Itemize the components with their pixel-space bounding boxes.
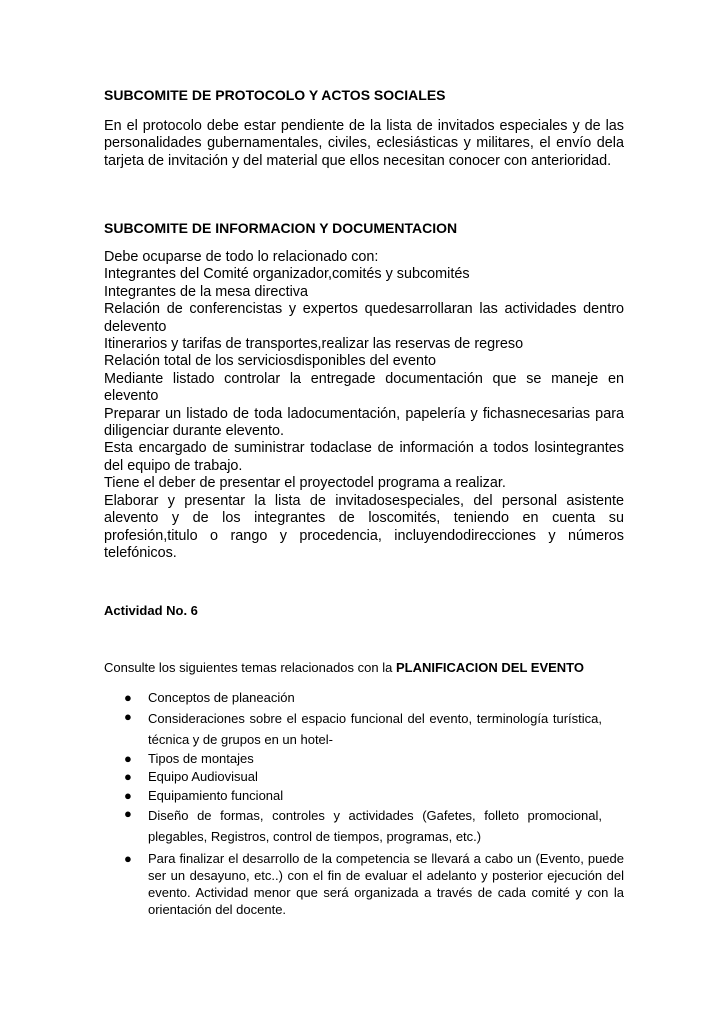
list-item: ● Consideraciones sobre el espacio funcional del evento, terminología turística, técnica y de grupos en un hotel- (124, 708, 602, 747)
section-protocolo (104, 86, 624, 104)
list-item: ● Equipamiento funcional (104, 787, 602, 806)
bullet-icon: ● (124, 708, 132, 724)
info-line: Relación total de los serviciosdisponibles del evento (104, 353, 436, 370)
section-informacion (104, 219, 624, 237)
section-protocolo-body (104, 118, 624, 170)
info-line: Mediante listado controlar la entregade documentación que se maneje en elevento (104, 370, 624, 405)
info-line: Preparar un listado de toda ladocumentación, papelería y fichasnecesarias para diligenciar durante elevento. (104, 405, 624, 440)
info-line: Debe ocuparse de todo lo relacionado con: (104, 249, 379, 265)
activity-section (104, 602, 624, 620)
section-informacion-body (104, 249, 624, 562)
section-heading-informacion: SUBCOMITE DE INFORMACION Y DOCUMENTACION (104, 220, 458, 236)
bullet-icon: ● (124, 851, 132, 866)
bullet-icon: ● (124, 750, 132, 766)
activity-heading: Actividad No. 6 (104, 603, 198, 618)
list-item: ● Diseño de formas, controles y actividades (Gafetes, folleto promocional, plegables, Registros, control de tiempos, programas, etc.) (124, 806, 602, 844)
info-line: Integrantes de la mesa directiva (104, 283, 308, 300)
list-item: ● Equipo Audiovisual (104, 768, 602, 787)
bullet-icon: ● (124, 787, 132, 803)
info-line: Tiene el deber de presentar el proyectodel programa a realizar. (104, 475, 506, 492)
bullet-icon: ● (124, 690, 132, 705)
bullet-icon: ● (124, 806, 132, 821)
activity-intro-text (104, 659, 644, 676)
activity-intro (104, 659, 644, 676)
list-item: ● Conceptos de planeación (104, 689, 602, 708)
list-item: ● Tipos de montajes (104, 750, 602, 769)
activity-list (104, 689, 602, 847)
activity-intro-prefix: Consulte los siguientes temas relacionados con la (104, 660, 396, 675)
activity-final (104, 850, 624, 918)
list-item: ● Para finalizar el desarrollo de la competencia se llevará a cabo un (Evento, puede ser un desayuno, etc..) con el fin de evaluar el adelanto y posterior ejecución del evento. Actividad menor que será organizada a través de cada comité y con la orientación del docente. (124, 851, 624, 917)
info-line: Itinerarios y tarifas de transportes,realizar las reservas de regreso (104, 336, 524, 353)
activity-intro-bold: PLANIFICACION DEL EVENTO (395, 660, 584, 675)
info-line: Esta encargado de suministrar todaclase de información a todos losintegrantes del equipo de trabajo. (104, 440, 624, 474)
info-line: Elaborar y presentar la lista de invitadosespeciales, del personal asistente alevento y de los integrantes de loscomités, teniendo en cuenta su profesión,titulo o rango y procedencia, incluyendodirecciones y números telefónicos. (104, 492, 624, 561)
bullet-icon: ● (124, 769, 132, 784)
info-line: Relación de conferencistas y expertos quedesarrollaran las actividades dentro delevento (104, 301, 624, 335)
section-heading-protocolo: SUBCOMITE DE PROTOCOLO Y ACTOS SOCIALES (104, 87, 446, 103)
info-line: Integrantes del Comité organizador,comités y subcomités (104, 266, 470, 283)
section-paragraph-protocolo: En el protocolo debe estar pendiente de la lista de invitados especiales y de las personalidades gubernamentales, civiles, eclesiásticas y militares, el envío dela tarjeta de invitación y del material que ellos necesitan conocer con anterioridad. (104, 118, 624, 169)
